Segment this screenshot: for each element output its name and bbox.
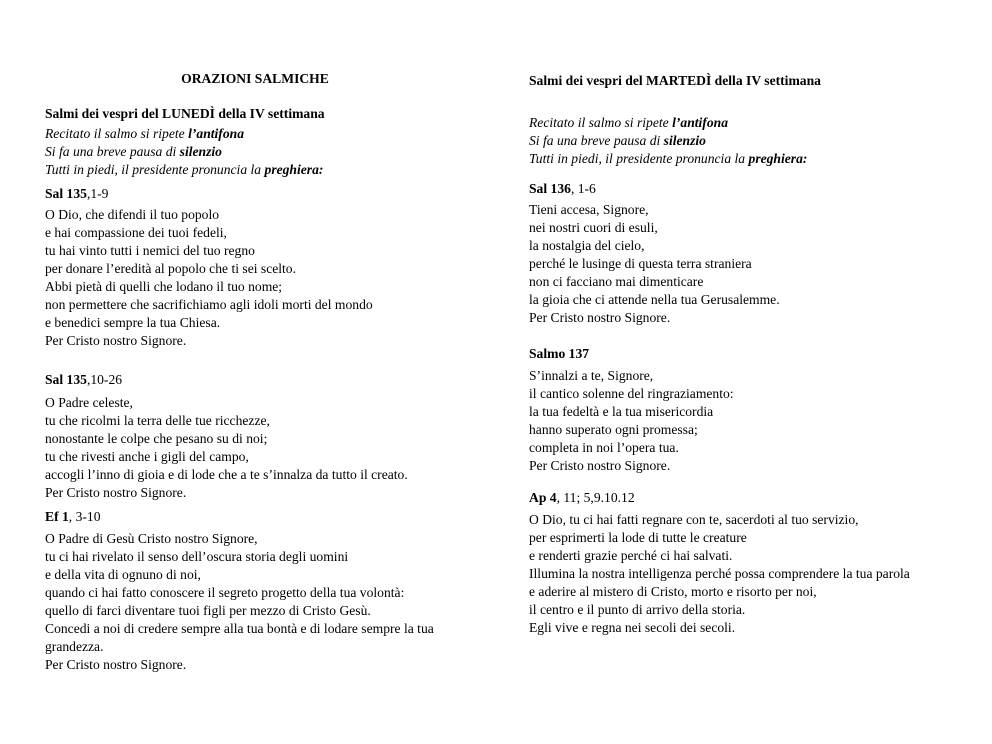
prayer-line: il cantico solenne del ringraziamento:: [529, 386, 734, 401]
prayer-line: e renderti grazie perché ci hai salvati.: [529, 548, 733, 563]
prayer-line: O Dio, che difendi il tuo popolo: [45, 207, 220, 222]
instruction-line: Tutti in piedi, il presidente pronuncia la preghiera:: [45, 162, 324, 177]
prayer-line: per esprimerti la lode di tutte le creature: [529, 530, 747, 545]
psalm-reference: Salmo 137: [529, 346, 590, 361]
prayer-line: nonostante le colpe che pesano su di noi;: [45, 431, 268, 446]
prayer-line: la gioia che ci attende nella tua Gerusalemme.: [529, 292, 780, 307]
left-instructions: [45, 125, 323, 179]
prayer-line: Concedi a noi di credere sempre alla tua bontà e di lodare sempre la tua grandezza.: [45, 621, 434, 654]
instruction-line: Si fa una breve pausa di silenzio: [45, 144, 222, 159]
prayer-line: Tieni accesa, Signore,: [529, 202, 649, 217]
prayer-line: Abbi pietà di quelli che lodano il tuo nome;: [45, 279, 283, 294]
page-heading: ORAZIONI SALMICHE: [181, 71, 329, 86]
prayer-line: accogli l’inno di gioia e di lode che a te s’innalza da tutto il creato.: [45, 467, 408, 482]
psalm-reference: Sal 136, 1-6: [529, 181, 596, 196]
prayer-line: il centro e il punto di arrivo della storia.: [529, 602, 746, 617]
prayer-line: Per Cristo nostro Signore.: [529, 310, 671, 325]
psalm-reference: Sal 135,1-9: [45, 186, 109, 201]
prayer-line: S’innalzi a te, Signore,: [529, 368, 654, 383]
prayer-text: [529, 511, 910, 637]
prayer-line: O Padre di Gesù Cristo nostro Signore,: [45, 531, 258, 546]
prayer-line: O Dio, tu ci hai fatti regnare con te, sacerdoti al tuo servizio,: [529, 512, 859, 527]
prayer-line: e benedici sempre la tua Chiesa.: [45, 315, 221, 330]
prayer-text: [45, 394, 408, 502]
prayer-line: nei nostri cuori di esuli,: [529, 220, 658, 235]
prayer-line: quello di farci diventare tuoi figli per mezzo di Cristo Gesù.: [45, 603, 371, 618]
prayer-line: hanno superato ogni promessa;: [529, 422, 698, 437]
instruction-line: Recitato il salmo si ripete l’antifona: [529, 115, 728, 130]
right-section-title: Salmi dei vespri del MARTEDÌ della IV settimana: [529, 73, 821, 88]
prayer-line: tu che rivesti anche i gigli del campo,: [45, 449, 249, 464]
prayer-line: non ci facciano mai dimenticare: [529, 274, 704, 289]
prayer-line: completa in noi l’opera tua.: [529, 440, 679, 455]
prayer-line: Illumina la nostra intelligenza perché possa comprendere la tua parola: [529, 566, 910, 581]
prayer-line: la tua fedeltà e la tua misericordia: [529, 404, 714, 419]
prayer-line: Per Cristo nostro Signore.: [45, 485, 187, 500]
prayer-text: [529, 367, 734, 475]
right-instructions: [529, 114, 807, 168]
prayer-line: Per Cristo nostro Signore.: [45, 657, 187, 672]
prayer-line: e aderire al mistero di Cristo, morto e risorto per noi,: [529, 584, 817, 599]
left-section-title: Salmi dei vespri del LUNEDÌ della IV settimana: [45, 106, 325, 121]
prayer-line: tu ci hai rivelato il senso dell’oscura storia degli uomini: [45, 549, 349, 564]
prayer-line: Per Cristo nostro Signore.: [529, 458, 671, 473]
prayer-line: perché le lusinge di questa terra straniera: [529, 256, 752, 271]
prayer-line: per donare l’eredità al popolo che ti sei scelto.: [45, 261, 297, 276]
instruction-line: Tutti in piedi, il presidente pronuncia la preghiera:: [529, 151, 808, 166]
prayer-text: [45, 530, 460, 674]
instruction-line: Recitato il salmo si ripete l’antifona: [45, 126, 244, 141]
prayer-line: la nostalgia del cielo,: [529, 238, 645, 253]
psalm-reference: Ap 4, 11; 5,9.10.12: [529, 490, 635, 505]
instruction-line: Si fa una breve pausa di silenzio: [529, 133, 706, 148]
prayer-line: O Padre celeste,: [45, 395, 133, 410]
prayer-line: tu hai vinto tutti i nemici del tuo regno: [45, 243, 255, 258]
prayer-line: tu che ricolmi la terra delle tue ricchezze,: [45, 413, 270, 428]
psalm-reference: Sal 135,10-26: [45, 372, 123, 387]
psalm-reference: Ef 1, 3-10: [45, 509, 101, 524]
prayer-line: e hai compassione dei tuoi fedeli,: [45, 225, 227, 240]
prayer-line: Per Cristo nostro Signore.: [45, 333, 187, 348]
prayer-line: e della vita di ognuno di noi,: [45, 567, 201, 582]
prayer-text: [45, 206, 373, 350]
prayer-line: Egli vive e regna nei secoli dei secoli.: [529, 620, 736, 635]
prayer-text: [529, 201, 780, 327]
prayer-line: non permettere che sacrifichiamo agli idoli morti del mondo: [45, 297, 373, 312]
prayer-line: quando ci hai fatto conoscere il segreto progetto della tua volontà:: [45, 585, 405, 600]
